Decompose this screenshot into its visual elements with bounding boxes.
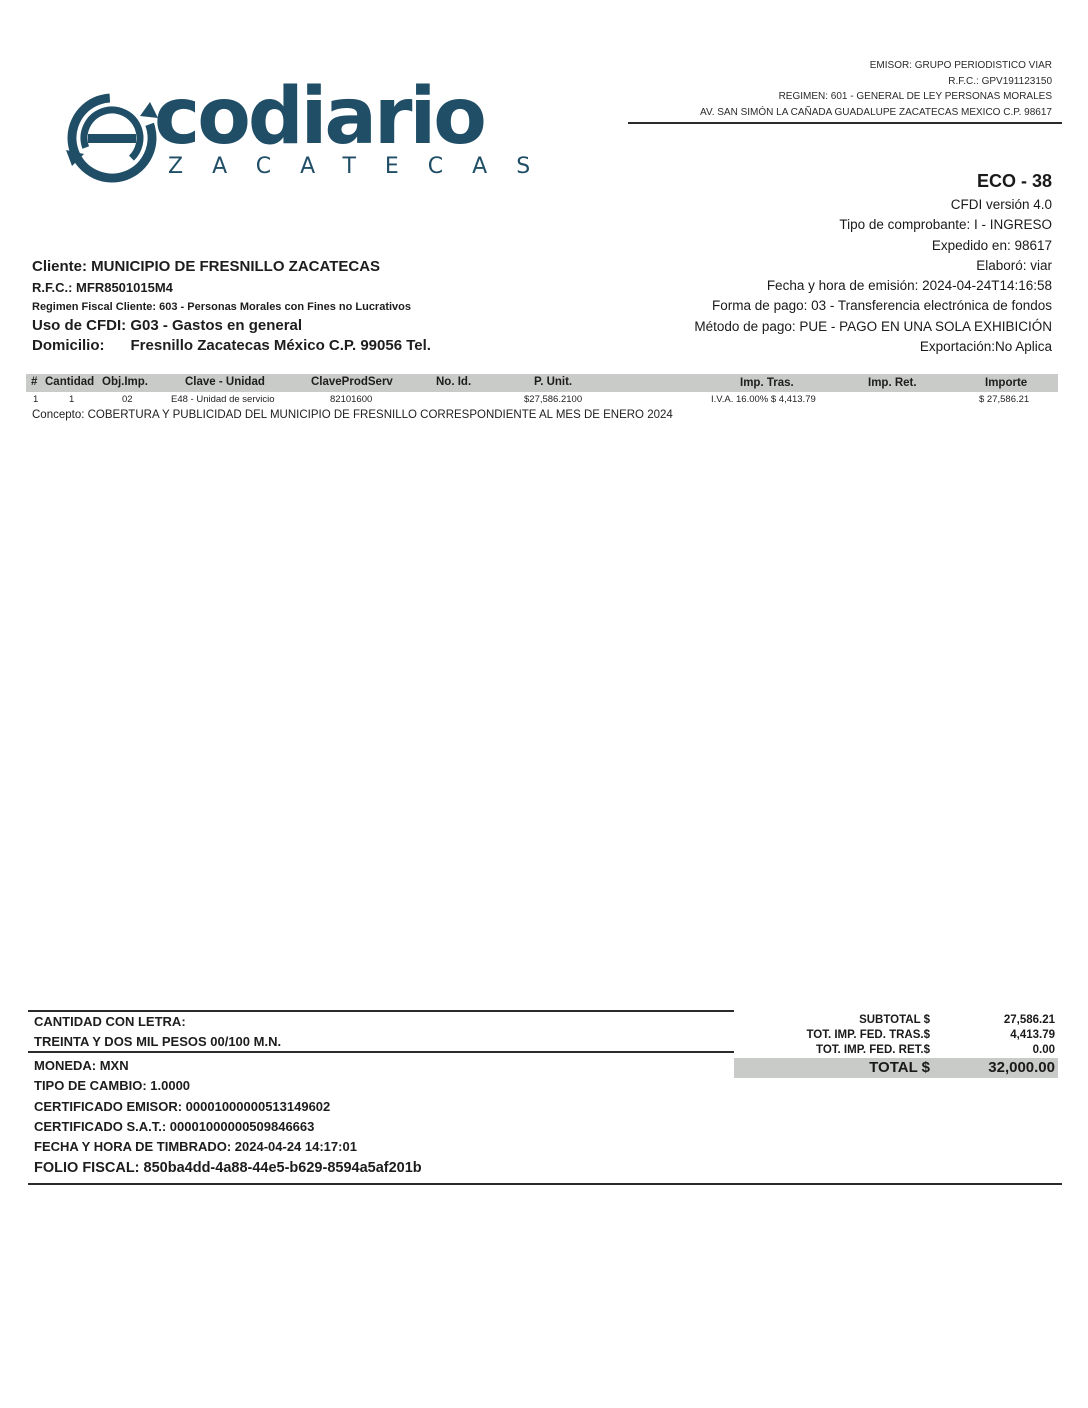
- logo-sub-text: ZACATECAS: [168, 154, 560, 179]
- row-punit: $27,586.2100: [524, 394, 583, 405]
- cantidad-bottom-rule: [28, 1051, 734, 1053]
- row-claveprodserv: 82101600: [330, 394, 373, 405]
- total-value: 32,000.00: [988, 1059, 1055, 1076]
- col-header-claveprodserv: ClaveProdServ: [311, 376, 393, 388]
- cliente-domicilio: [32, 337, 431, 354]
- certificado-sat: CERTIFICADO S.A.T.: 00001000000509846663: [34, 1119, 315, 1134]
- domicilio-label: Domicilio:: [32, 337, 105, 354]
- emisor-direccion: AV. SAN SIMÓN LA CAÑADA GUADALUPE ZACATECAS MEXICO C.P. 98617: [700, 106, 1052, 118]
- col-header-noid: No. Id.: [436, 376, 472, 388]
- logo-main-text: codiario: [154, 72, 484, 162]
- row-importe: $ 27,586.21: [979, 394, 1030, 405]
- cantidad-top-rule: [28, 1010, 734, 1012]
- col-header-importe: Importe: [985, 377, 1028, 389]
- certificado-emisor: CERTIFICADO EMISOR: 00001000000513149602: [34, 1099, 331, 1114]
- row-cantidad: 1: [69, 394, 75, 405]
- cantidad-letra-label: CANTIDAD CON LETRA:: [34, 1014, 186, 1029]
- ret-label: TOT. IMP. FED. RET.$: [816, 1044, 930, 1056]
- elaboro: Elaboró: viar: [976, 257, 1052, 273]
- col-header-imptras: Imp. Tras.: [740, 377, 794, 389]
- total-label: TOTAL $: [869, 1059, 930, 1076]
- ret-value: 0.00: [1032, 1044, 1055, 1056]
- col-header-objimp: Obj.Imp.: [102, 376, 148, 388]
- row-objimp: 02: [122, 394, 133, 405]
- tipo-comprobante: Tipo de comprobante: I - INGRESO: [839, 217, 1052, 233]
- cliente-nombre: Cliente: MUNICIPIO DE FRESNILLO ZACATECAS: [32, 258, 381, 275]
- footer-bottom-rule: [28, 1183, 1062, 1185]
- row-clave-unidad: E48 - Unidad de servicio: [171, 394, 275, 405]
- folio-fiscal: FOLIO FISCAL: 850ba4dd-4a88-44e5-b629-8594a5af201b: [34, 1160, 422, 1176]
- emisor-divider: [628, 122, 1062, 124]
- e-circular-arrows-icon: [62, 88, 162, 188]
- emisor-regimen: REGIMEN: 601 - GENERAL DE LEY PERSONAS MORALES: [778, 91, 1052, 102]
- cfdi-version: CFDI versión 4.0: [950, 197, 1052, 212]
- cliente-regimen: Regimen Fiscal Cliente: 603 - Personas Morales con Fines no Lucrativos: [32, 301, 412, 313]
- metodo-pago: Método de pago: PUE - PAGO EN UNA SOLA EXHIBICIÓN: [694, 318, 1052, 334]
- col-header-cantidad: Cantidad: [45, 376, 95, 388]
- tipo-cambio: TIPO DE CAMBIO: 1.0000: [34, 1078, 191, 1093]
- concepto-text: Concepto: COBERTURA Y PUBLICIDAD DEL MUNICIPIO DE FRESNILLO CORRESPONDIENTE AL MES DE ENERO 2024: [32, 409, 673, 421]
- col-header-num: #: [31, 376, 38, 388]
- forma-pago: Forma de pago: 03 - Transferencia electrónica de fondos: [712, 298, 1052, 314]
- comprobante-meta: [694, 195, 1052, 357]
- expedido-en: Expedido en: 98617: [931, 237, 1052, 253]
- cantidad-letra-value: TREINTA Y DOS MIL PESOS 00/100 M.N.: [34, 1034, 282, 1049]
- cliente-block: [32, 258, 431, 354]
- domicilio-value: Fresnillo Zacatecas México C.P. 99056 Tel.: [130, 337, 431, 354]
- fecha-emision: Fecha y hora de emisión: 2024-04-24T14:16:58: [766, 278, 1052, 294]
- tras-label: TOT. IMP. FED. TRAS.$: [806, 1029, 930, 1041]
- col-header-clave-unidad: Clave - Unidad: [185, 376, 265, 388]
- col-header-punit: P. Unit.: [534, 376, 573, 388]
- col-header-impret: Imp. Ret.: [868, 377, 917, 389]
- subtotal-label: SUBTOTAL $: [859, 1014, 930, 1026]
- cliente-uso-cfdi: Uso de CFDI: G03 - Gastos en general: [32, 317, 303, 334]
- company-logo: [62, 72, 560, 194]
- emisor-rfc: R.F.C.: GPV191123150: [948, 75, 1052, 87]
- invoice-folio: ECO - 38: [976, 171, 1052, 191]
- subtotal-value: 27,586.21: [1003, 1014, 1055, 1026]
- tras-value: 4,413.79: [1010, 1029, 1055, 1041]
- cliente-rfc: R.F.C.: MFR8501015M4: [32, 280, 173, 295]
- exportacion: Exportación:No Aplica: [919, 339, 1052, 355]
- row-imptras: I.V.A. 16.00% $ 4,413.79: [711, 394, 816, 405]
- emisor-nombre: EMISOR: GRUPO PERIODISTICO VIAR: [869, 60, 1052, 71]
- row-num: 1: [33, 394, 39, 405]
- fecha-timbrado: FECHA Y HORA DE TIMBRADO: 2024-04-24 14:17:01: [34, 1139, 357, 1154]
- moneda: MONEDA: MXN: [34, 1058, 129, 1073]
- emisor-block: [700, 58, 1052, 120]
